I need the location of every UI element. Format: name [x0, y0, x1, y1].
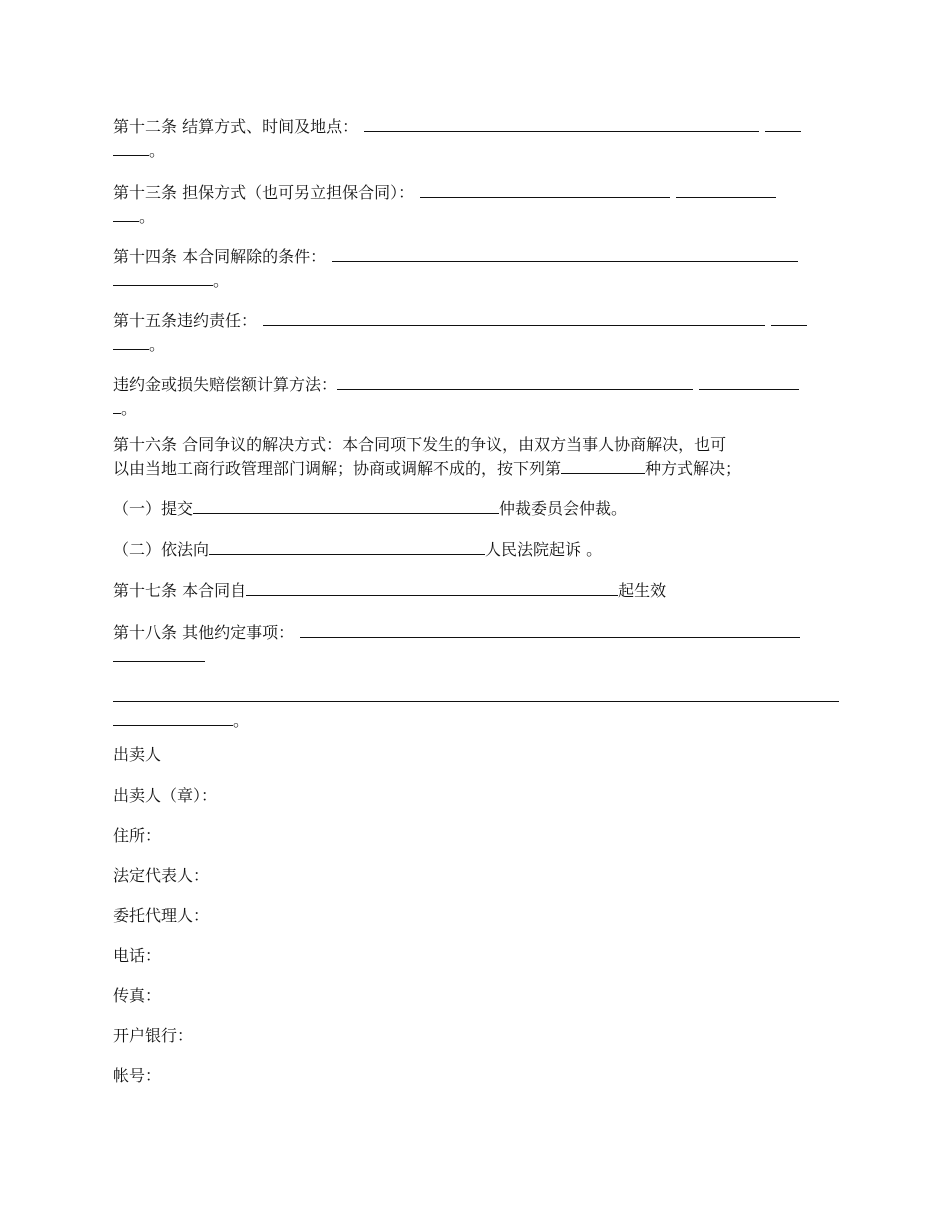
option-court [113, 537, 839, 561]
effective-date-field[interactable] [246, 578, 618, 596]
court-field[interactable] [209, 537, 485, 555]
clause-end: 。 [149, 141, 166, 160]
clause-17 [113, 578, 839, 602]
blank-field[interactable] [113, 332, 149, 350]
clause-13-label: 第十三条 担保方式（也可另立担保合同）： [113, 183, 415, 202]
blank-field[interactable] [364, 114, 759, 132]
option-1-suffix: 仲裁委员会仲裁。 [499, 499, 628, 518]
option-number-field[interactable] [561, 456, 645, 474]
clause-16 [113, 434, 839, 480]
option-2-suffix: 人民法院起诉 。 [485, 540, 603, 559]
blank-field[interactable] [113, 644, 205, 662]
seller-bank: 开户银行： [113, 1026, 194, 1045]
option-2-prefix: （二）依法向 [113, 540, 210, 559]
penalty-label: 违约金或损失赔偿额计算方法： [113, 375, 338, 394]
blank-field[interactable] [113, 268, 213, 286]
seller-address: 住所： [113, 826, 162, 845]
blank-field[interactable] [113, 684, 839, 702]
seller-fax: 传真： [113, 986, 162, 1005]
clause-17-suffix: 起生效 [618, 581, 667, 600]
blank-field[interactable] [420, 180, 670, 198]
blank-field[interactable] [113, 138, 149, 156]
clause-12-label: 第十二条 结算方式、时间及地点： [113, 117, 359, 136]
blank-field[interactable] [771, 308, 807, 326]
blank-field[interactable] [113, 708, 233, 726]
clause-15-label: 第十五条违约责任： [113, 311, 258, 330]
blank-field[interactable] [263, 308, 765, 326]
clause-end: 。 [139, 207, 156, 226]
blank-field[interactable] [113, 396, 121, 414]
blank-field[interactable] [337, 372, 693, 390]
arbitration-commission-field[interactable] [193, 496, 499, 514]
clause-16-line2-suffix: 种方式解决； [645, 459, 742, 478]
clause-18 [113, 620, 839, 668]
clause-14 [113, 244, 839, 292]
clause-15 [113, 308, 839, 356]
seller-seal: 出卖人（章）： [113, 786, 218, 805]
penalty-calculation [113, 372, 839, 420]
seller-agent: 委托代理人： [113, 906, 210, 925]
seller-heading: 出卖人 [113, 745, 162, 764]
seller-phone: 电话： [113, 946, 162, 965]
blank-field[interactable] [676, 180, 776, 198]
clause-end: 。 [121, 399, 138, 418]
clause-18-label: 第十八条 其他约定事项： [113, 623, 295, 642]
clause-end: 。 [233, 711, 250, 730]
seller-legal-rep: 法定代表人： [113, 866, 210, 885]
blank-field[interactable] [300, 620, 800, 638]
clause-end: 。 [149, 335, 166, 354]
blank-field[interactable] [699, 372, 799, 390]
clause-13 [113, 180, 839, 228]
clause-16-line1: 第十六条 合同争议的解决方式：本合同项下发生的争议，由双方当事人协商解决，也可 [113, 435, 727, 454]
blank-field[interactable] [113, 204, 139, 222]
blank-field[interactable] [765, 114, 801, 132]
blank-field[interactable] [332, 244, 798, 262]
clause-12 [113, 114, 839, 162]
clause-16-line2-prefix: 以由当地工商行政管理部门调解；协商或调解不成的，按下列第 [113, 459, 562, 478]
clause-17-prefix: 第十七条 本合同自 [113, 581, 247, 600]
clause-end: 。 [213, 271, 230, 290]
clause-14-label: 第十四条 本合同解除的条件： [113, 247, 327, 266]
option-1-prefix: （一）提交 [113, 499, 194, 518]
option-arbitration [113, 496, 839, 520]
seller-account: 帐号： [113, 1066, 162, 1085]
clause-18-continued [113, 684, 839, 732]
